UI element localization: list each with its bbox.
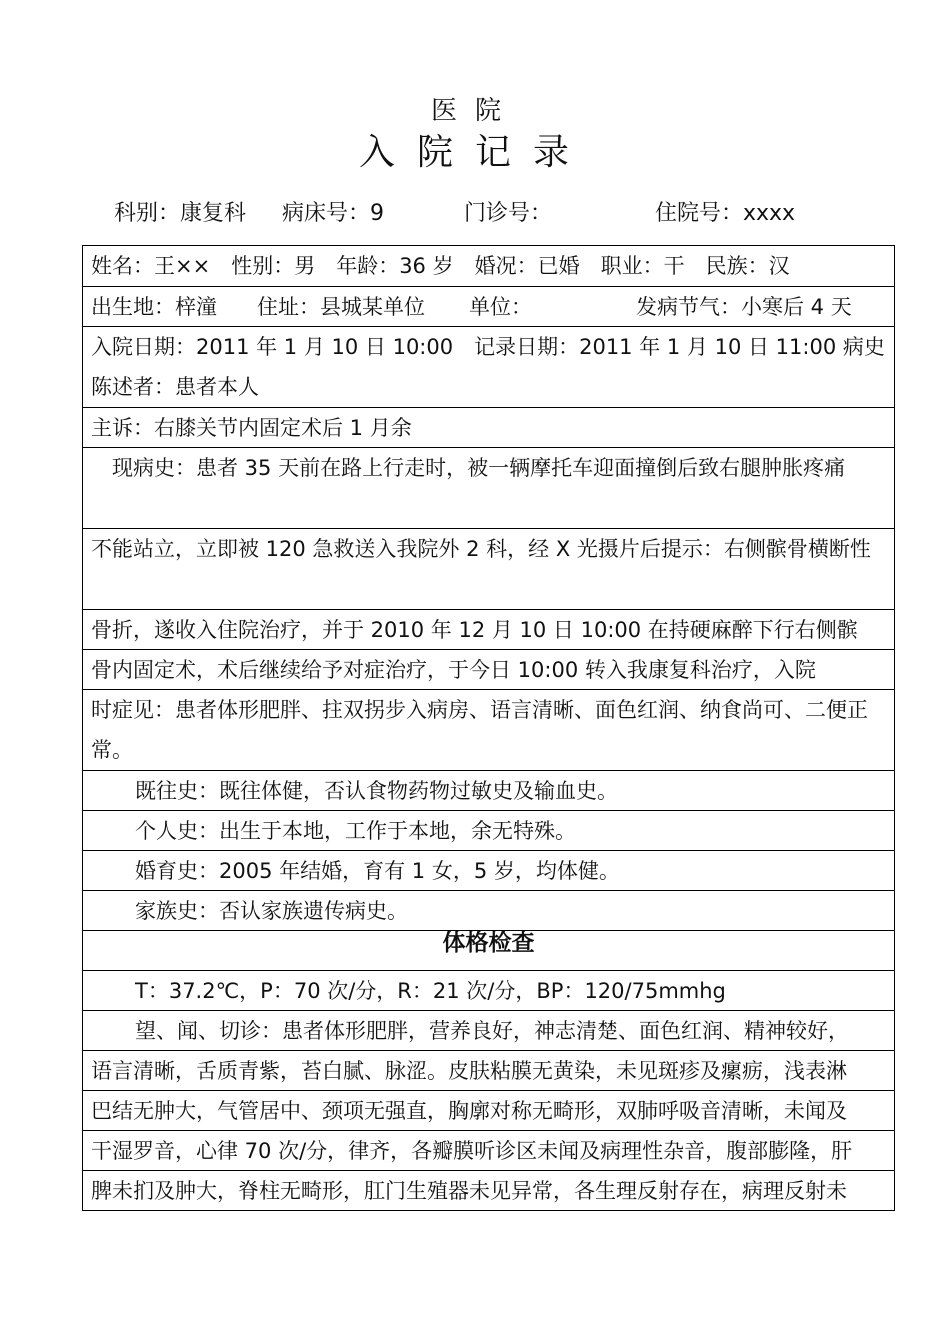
exam-row-3: 巴结无肿大，气管居中、颈项无强直，胸廓对称无畸形，双肺呼吸音清晰，未闻及 (83, 1090, 894, 1130)
work-unit-field: 单位： (469, 295, 532, 319)
present-illness-row-4: 骨内固定术，术后继续给予对症治疗，于今日 10:00 转入我康复科治疗，入院 (83, 649, 894, 689)
exam-row-4: 干湿罗音，心律 70 次/分，律齐，各瓣膜听诊区未闻及病理性杂音，腹部膨隆，肝 (83, 1130, 894, 1170)
present-illness-row-3: 骨折，遂收入住院治疗，并于 2010 年 12 月 10 日 10:00 在持硬麻醉下行右侧髌 (83, 609, 894, 649)
onset-season-field: 发病节气：小寒后 4 天 (636, 295, 852, 319)
present-illness-row-5: 时症见：患者体形肥胖、拄双拐步入病房、语言清晰、面色红润、纳食尚可、二便正常。 (83, 689, 894, 770)
bed-number-field: 病床号：9 (282, 201, 384, 226)
family-history-row: 家族史：否认家族遗传病史。 (83, 890, 894, 930)
exam-row-5: 脾未扪及肿大，脊柱无畸形，肛门生殖器未见异常，各生理反射存在，病理反射未 (83, 1170, 894, 1210)
patient-origin-row (83, 286, 894, 326)
department-field: 科别：康复科 (114, 201, 247, 226)
physical-exam-heading: 体格检查 (83, 930, 894, 970)
patient-basic-info-row: 姓名：王×× 性别：男 年龄：36 岁 婚况：已婚 职业：干 民族：汉 (91, 254, 790, 278)
birthplace-field: 出生地：梓潼 (91, 295, 217, 319)
outpatient-number-field: 门诊号： (464, 201, 553, 226)
document-title: 入院记录 (358, 132, 591, 173)
personal-history-row: 个人史：出生于本地，工作于本地，余无特殊。 (83, 810, 894, 850)
vital-signs-row: T：37.2℃，P：70 次/分，R：21 次/分，BP：120/75mmhg (83, 970, 894, 1010)
marital-history-row: 婚育史：2005 年结婚，育有 1 女，5 岁，均体健。 (83, 850, 894, 890)
exam-row-1: 望、闻、切诊：患者体形肥胖，营养良好，神志清楚、面色红润、精神较好， (83, 1010, 894, 1050)
address-field: 住址：县城某单位 (257, 295, 425, 319)
admission-date-row: 入院日期：2011 年 1 月 10 日 10:00 记录日期：2011 年 1 月 10 日 11:00 病史陈述者：患者本人 (83, 326, 894, 407)
hospital-name: 医院 (430, 96, 519, 126)
exam-row-2: 语言清晰，舌质青紫，苔白腻、脉涩。皮肤粘膜无黄染，未见斑疹及瘰疬，浅表淋 (83, 1050, 894, 1090)
present-illness-row-2: 不能站立，立即被 120 急救送入我院外 2 科，经 X 光摄片后提示：右侧髌骨横断性 (83, 528, 894, 609)
present-illness-row: 现病史：患者 35 天前在路上行走时，被一辆摩托车迎面撞倒后致右腿肿胀疼痛 (83, 447, 894, 528)
inpatient-number-field: 住院号：xxxx (655, 201, 796, 226)
chief-complaint-row: 主诉：右膝关节内固定术后 1 月余 (83, 407, 894, 447)
past-history-row: 既往史：既往体健，否认食物药物过敏史及输血史。 (83, 770, 894, 810)
admission-record-table (82, 245, 895, 1211)
